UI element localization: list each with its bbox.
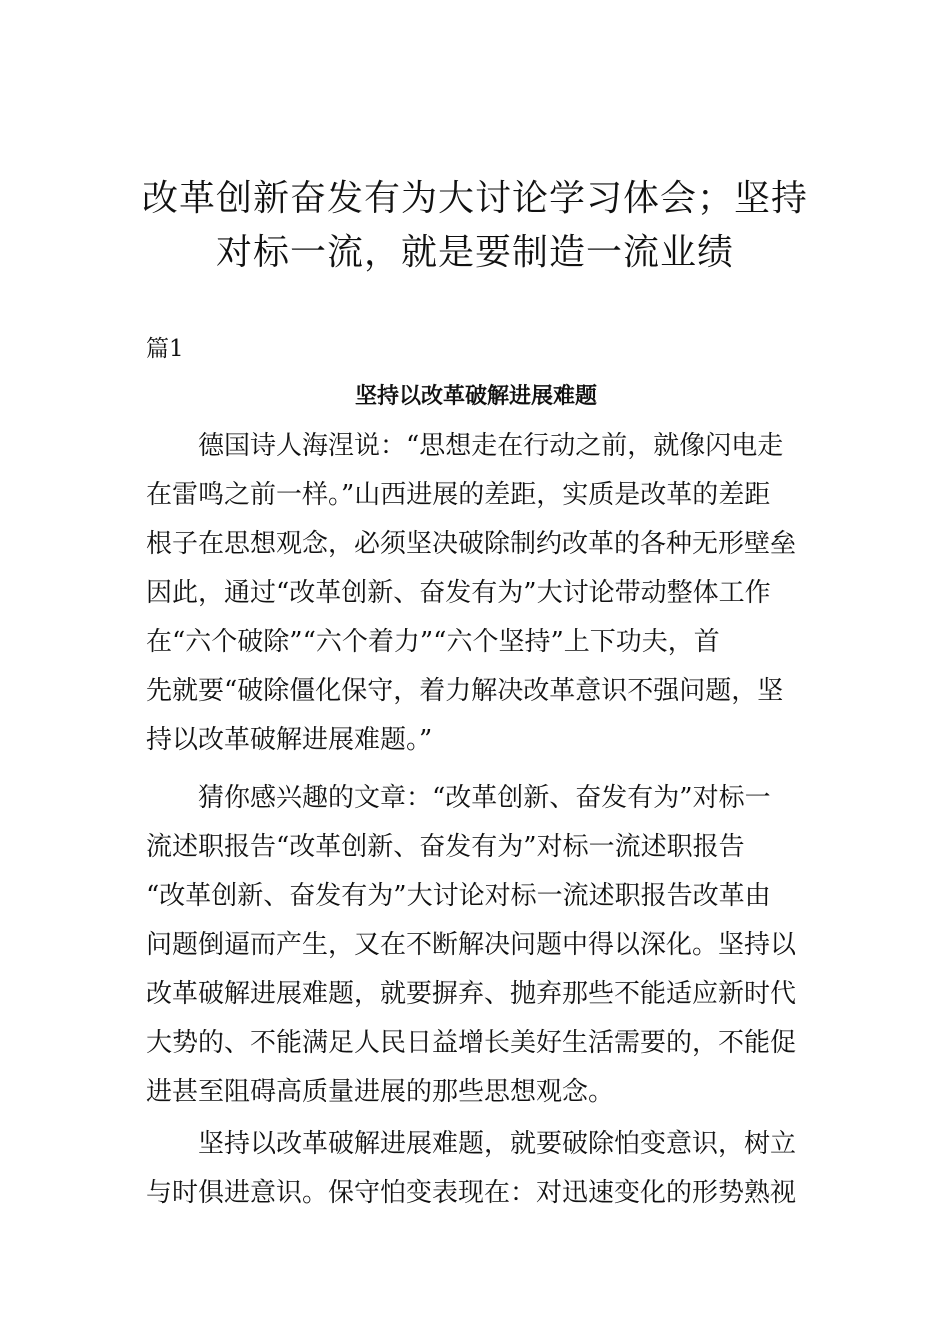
paragraph-line: “改革创新、奋发有为”大讨论对标一流述职报告改革由	[146, 881, 771, 911]
body-paragraph	[146, 422, 811, 765]
paragraph-line: 流述职报告“改革创新、奋发有为”对标一流述职报告	[146, 832, 745, 862]
paragraph-line: 坚持以改革破解进展难题，就要破除怕变意识，树立	[198, 1129, 797, 1159]
body-paragraph	[146, 1120, 811, 1218]
paragraph-line: 在“六个破除”“六个着力”“六个坚持”上下功夫，首	[146, 627, 720, 657]
document-title	[120, 172, 830, 280]
title-line: 对标一流，就是要制造一流业绩	[215, 232, 734, 273]
paragraph-line: 德国诗人海涅说：“思想走在行动之前，就像闪电走	[198, 431, 784, 461]
paragraph-line: 改革破解进展难题，就要摒弃、抛弃那些不能适应新时代	[146, 979, 797, 1009]
paragraph-line: 因此，通过“改革创新、奋发有为”大讨论带动整体工作	[146, 578, 771, 608]
paragraph-line: 猜你感兴趣的文章：“改革创新、奋发有为”对标一	[198, 783, 771, 813]
paragraph-line: 与时俱进意识。保守怕变表现在：对迅速变化的形势熟视	[146, 1178, 797, 1208]
title-line: 改革创新奋发有为大讨论学习体会；坚持	[141, 178, 808, 219]
paragraph-line: 先就要“破除僵化保守，着力解决改革意识不强问题，坚	[146, 676, 784, 706]
body-paragraph	[146, 774, 811, 1117]
paragraph-line: 持以改革破解进展难题。”	[146, 725, 433, 755]
paragraph-line: 在雷鸣之前一样。”山西进展的差距，实质是改革的差距	[146, 480, 771, 510]
section-label: 篇1	[146, 336, 184, 362]
paragraph-line: 大势的、不能满足人民日益增长美好生活需要的，不能促	[146, 1028, 797, 1058]
paragraph-line: 进甚至阻碍高质量进展的那些思想观念。	[146, 1077, 615, 1107]
paragraph-line: 问题倒逼而产生，又在不断解决问题中得以深化。坚持以	[146, 930, 797, 960]
section-heading: 坚持以改革破解进展难题	[354, 384, 597, 409]
paragraph-line: 根子在思想观念，必须坚决破除制约改革的各种无形壁垒	[146, 529, 797, 559]
